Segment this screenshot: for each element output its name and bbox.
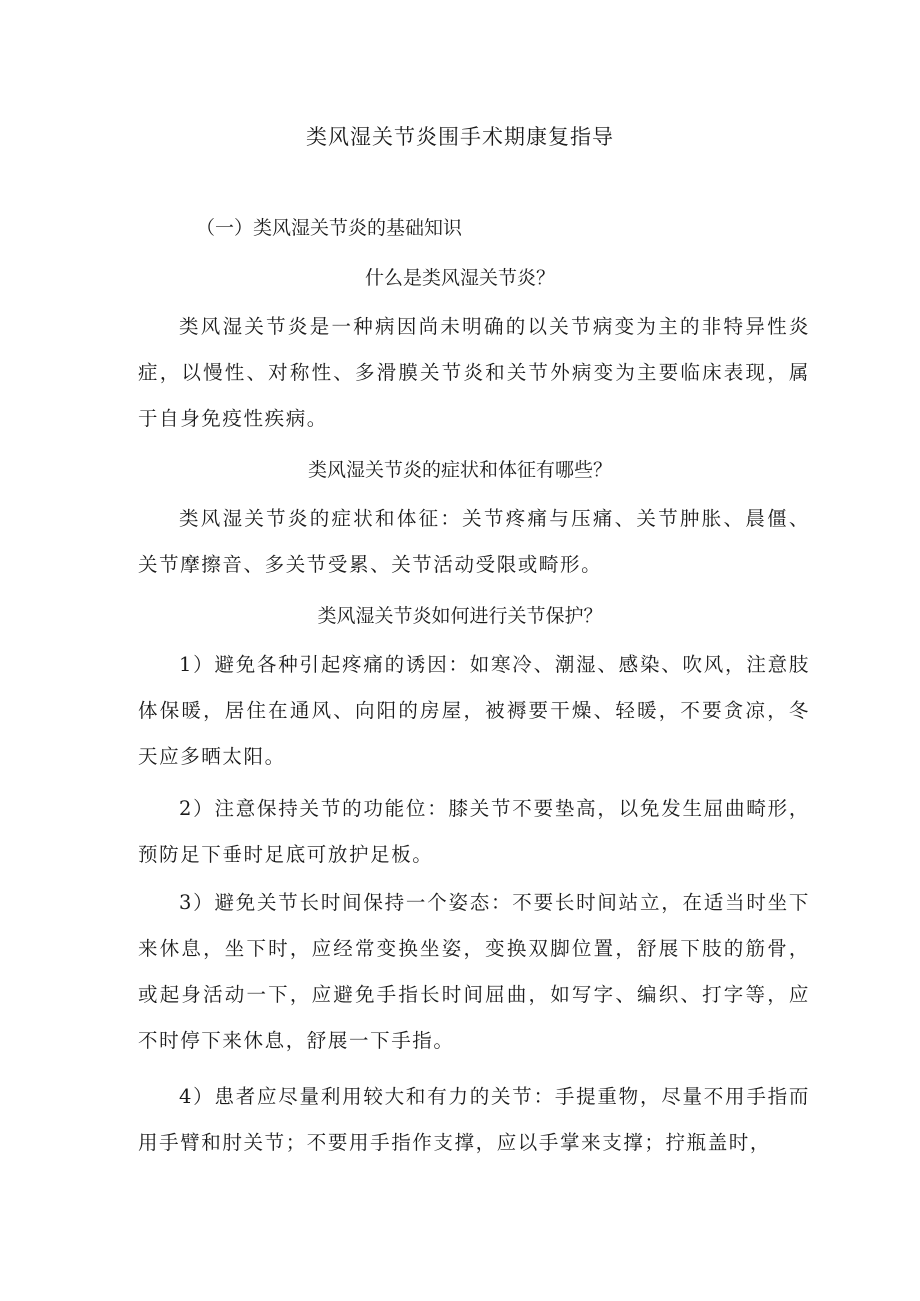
list-item-2: 2）注意保持关节的功能位：膝关节不要垫高，以免发生屈曲畸形，预防足下垂时足底可放护足板。 bbox=[138, 797, 810, 866]
list-item-4: 4）患者应尽量利用较大和有力的关节：手提重物，尽量不用手指而用手臂和肘关节；不要用手指作支撑，应以手掌来支撑；拧瓶盖时， bbox=[138, 1085, 810, 1154]
list-item-3: 3）避免关节长时间保持一个姿态：不要长时间站立，在适当时坐下来休息，坐下时，应经常变换坐姿，变换双脚位置，舒展下肢的筋骨，或起身活动一下，应避免手指长时间屈曲，如写字、编织、打字等，应不时停下来休息，舒展一下手指。 bbox=[138, 891, 810, 1052]
question-heading-3: 类风湿关节炎如何进行关节保护？ bbox=[317, 605, 603, 627]
document-title: 类风湿关节炎围手术期康复指导 bbox=[306, 125, 614, 149]
paragraph-definition: 类风湿关节炎是一种病因尚未明确的以关节病变为主的非特异性炎症，以慢性、对称性、多滑膜关节炎和关节外病变为主要临床表现，属于自身免疫性疾病。 bbox=[138, 315, 810, 430]
list-item-1: 1）避免各种引起疼痛的诱因：如寒冷、潮湿、感染、吹风，注意肢体保暖，居住在通风、向阳的房屋，被褥要干燥、轻暖，不要贪凉，冬天应多晒太阳。 bbox=[138, 653, 810, 768]
paragraph-symptoms: 类风湿关节炎的症状和体征：关节疼痛与压痛、关节肿胀、晨僵、关节摩擦音、多关节受累、关节活动受限或畸形。 bbox=[138, 507, 810, 576]
question-heading-2: 类风湿关节炎的症状和体征有哪些？ bbox=[307, 459, 612, 481]
question-heading-1: 什么是类风湿关节炎？ bbox=[364, 267, 555, 289]
section-heading: （一）类风湿关节炎的基础知识 bbox=[196, 217, 463, 239]
